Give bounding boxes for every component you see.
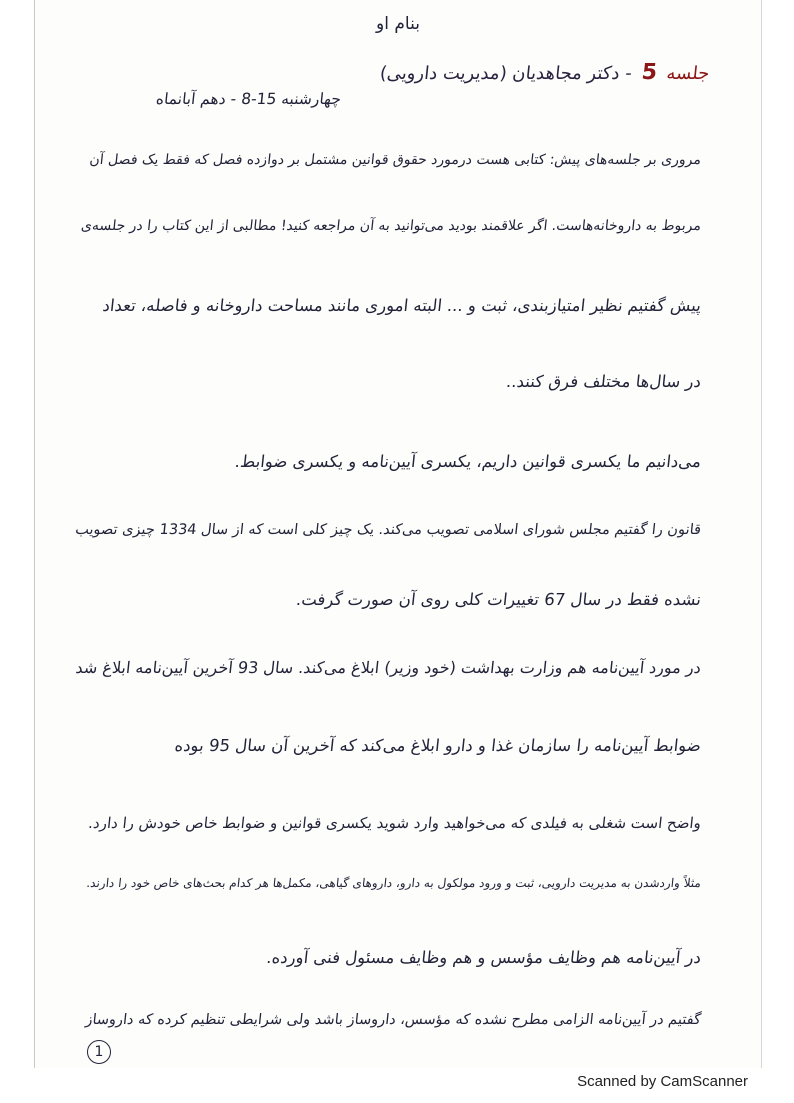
text-line: در مورد آیین‌نامه هم وزارت بهداشت (خود وزیر) ابلاغ می‌کند. سال 93 آخرین آیین‌نامه ابلاغ شد xyxy=(74,658,702,677)
text-line: در سال‌ها مختلف فرق کنند.. xyxy=(505,372,702,391)
text-line: پیش گفتیم نظیر امتیازبندی، ثبت و ... البته اموری مانند مساحت داروخانه و فاصله، تعداد xyxy=(101,296,702,315)
text-line: قانون را گفتیم مجلس شورای اسلامی تصویب می‌کند. یک چیز کلی است که از سال 1334 چیزی تصویب xyxy=(74,522,702,538)
text-line: گفتیم در آیین‌نامه الزامی مطرح نشده که مؤسس، داروساز باشد ولی شرایطی تنظیم کرده که داروساز xyxy=(84,1012,702,1028)
text-line: مروری بر جلسه‌های پیش: کتابی هست درمورد حقوق قوانین مشتمل بر دوازده فصل که فقط یک فصل آن xyxy=(88,152,702,168)
text-line: نشده فقط در سال 67 تغییرات کلی روی آن صورت گرفت. xyxy=(295,590,702,609)
page-number: 1 xyxy=(87,1040,111,1064)
session-label: جلسه xyxy=(664,63,710,84)
text-line: مربوط به داروخانه‌هاست. اگر علاقمند بودید می‌توانید به آن مراجعه کنید! مطالبی از این کتاب را در جلسه‌ی xyxy=(80,218,702,234)
session-lecturer: - دکتر مجاهدیان (مدیریت دارویی) xyxy=(378,63,633,84)
session-date: چهارشنبه 15-8 - دهم آبانماه xyxy=(155,90,342,108)
page-title: بنام او xyxy=(376,14,420,34)
session-number: 5 xyxy=(639,60,658,85)
notebook-page xyxy=(34,0,762,1068)
text-line: ضوابط آیین‌نامه را سازمان غذا و دارو ابلاغ می‌کند که آخرین آن سال 95 بوده xyxy=(173,736,702,755)
session-heading xyxy=(378,60,710,85)
text-line: می‌دانیم ما یکسری قوانین داریم، یکسری آیین‌نامه و یکسری ضوابط. xyxy=(233,452,702,471)
scanner-watermark: Scanned by CamScanner xyxy=(577,1073,748,1090)
text-line: واضح است شغلی به فیلدی که می‌خواهید وارد شوید یکسری قوانین و ضوابط خاص خودش را دارد. xyxy=(87,814,702,832)
text-line: در آیین‌نامه هم وظایف مؤسس و هم وظایف مسئول فنی آورده. xyxy=(265,948,702,967)
text-line: مثلاً واردشدن به مدیریت دارویی، ثبت و ورود مولکول به دارو، داروهای گیاهی، مکمل‌ها هر کدام بحث‌های خاص خود را دارند. xyxy=(85,876,702,890)
